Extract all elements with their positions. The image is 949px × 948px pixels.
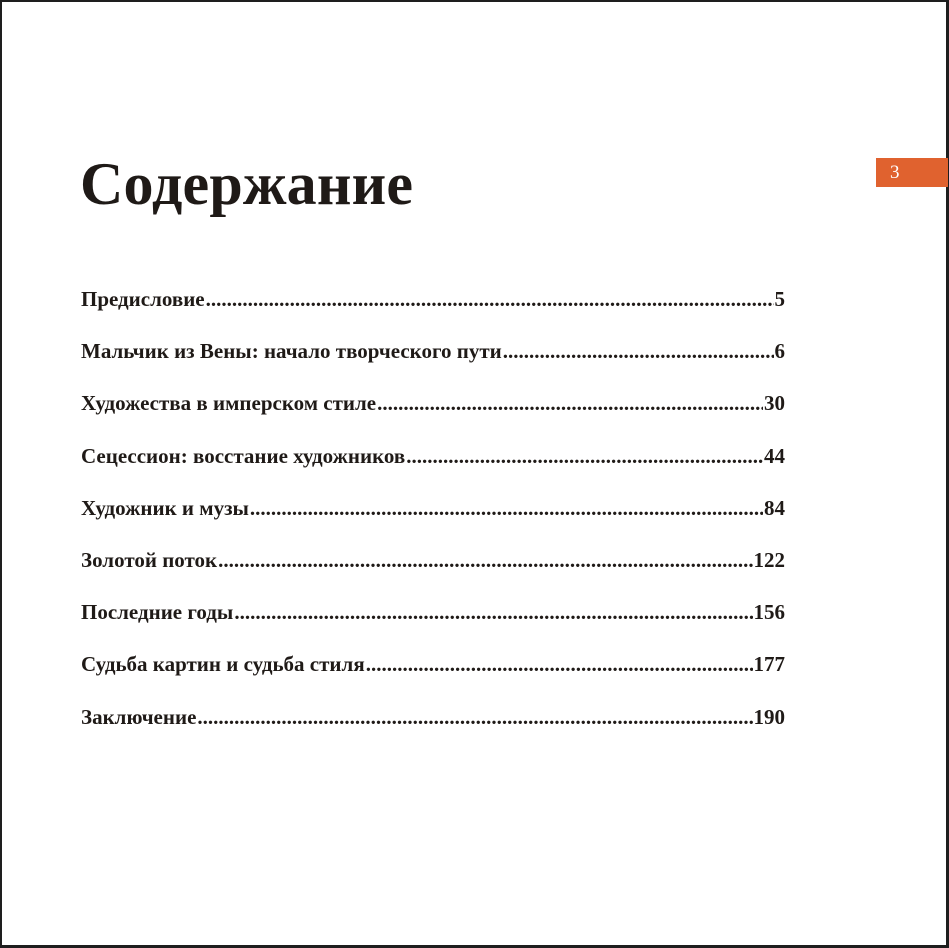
toc-entry-last-years[interactable] — [81, 597, 785, 649]
dot-leader — [234, 597, 752, 627]
toc-entry-label: Сецессион: восстание художников — [81, 443, 406, 468]
toc-entry-label: Художества в имперском стиле — [81, 391, 377, 416]
dot-leader — [218, 545, 752, 575]
toc-entry-page: 190 — [753, 704, 785, 729]
toc-entry-page: 177 — [753, 652, 785, 677]
toc-entry-label: Последние годы — [81, 600, 234, 625]
table-of-contents — [81, 284, 785, 754]
page-title: Содержание — [80, 151, 414, 217]
toc-entry-fate-of-paintings[interactable] — [81, 649, 785, 701]
toc-entry-page: 30 — [764, 391, 785, 416]
dot-leader — [377, 388, 763, 418]
dot-leader — [366, 649, 753, 679]
toc-entry-imperial-style[interactable] — [81, 388, 785, 440]
toc-entry-page: 5 — [774, 287, 785, 311]
dot-leader — [206, 284, 774, 314]
toc-entry-label: Художник и музы — [81, 495, 249, 520]
toc-entry-preface[interactable] — [81, 284, 785, 336]
dot-leader — [406, 441, 763, 471]
toc-entry-page: 6 — [774, 339, 785, 364]
toc-entry-conclusion[interactable] — [81, 702, 785, 754]
toc-entry-label: Мальчик из Вены: начало творческого пути — [81, 339, 502, 364]
dot-leader — [250, 493, 763, 523]
toc-entry-label: Заключение — [81, 704, 197, 729]
toc-entry-label: Золотой поток — [81, 547, 218, 572]
toc-entry-label: Предисловие — [81, 287, 205, 311]
toc-entry-boy-from-vienna[interactable] — [81, 336, 785, 388]
toc-entry-secession[interactable] — [81, 441, 785, 493]
toc-entry-page: 122 — [753, 547, 785, 572]
toc-entry-page: 84 — [764, 495, 785, 520]
page-number-tab: 3 — [876, 158, 948, 187]
toc-entry-page: 44 — [764, 443, 785, 468]
toc-entry-golden-stream[interactable] — [81, 545, 785, 597]
toc-entry-page: 156 — [753, 600, 785, 625]
toc-entry-label: Судьба картин и судьба стиля — [81, 652, 365, 677]
toc-entry-artist-and-muses[interactable] — [81, 493, 785, 545]
dot-leader — [197, 702, 752, 732]
dot-leader — [503, 336, 774, 366]
